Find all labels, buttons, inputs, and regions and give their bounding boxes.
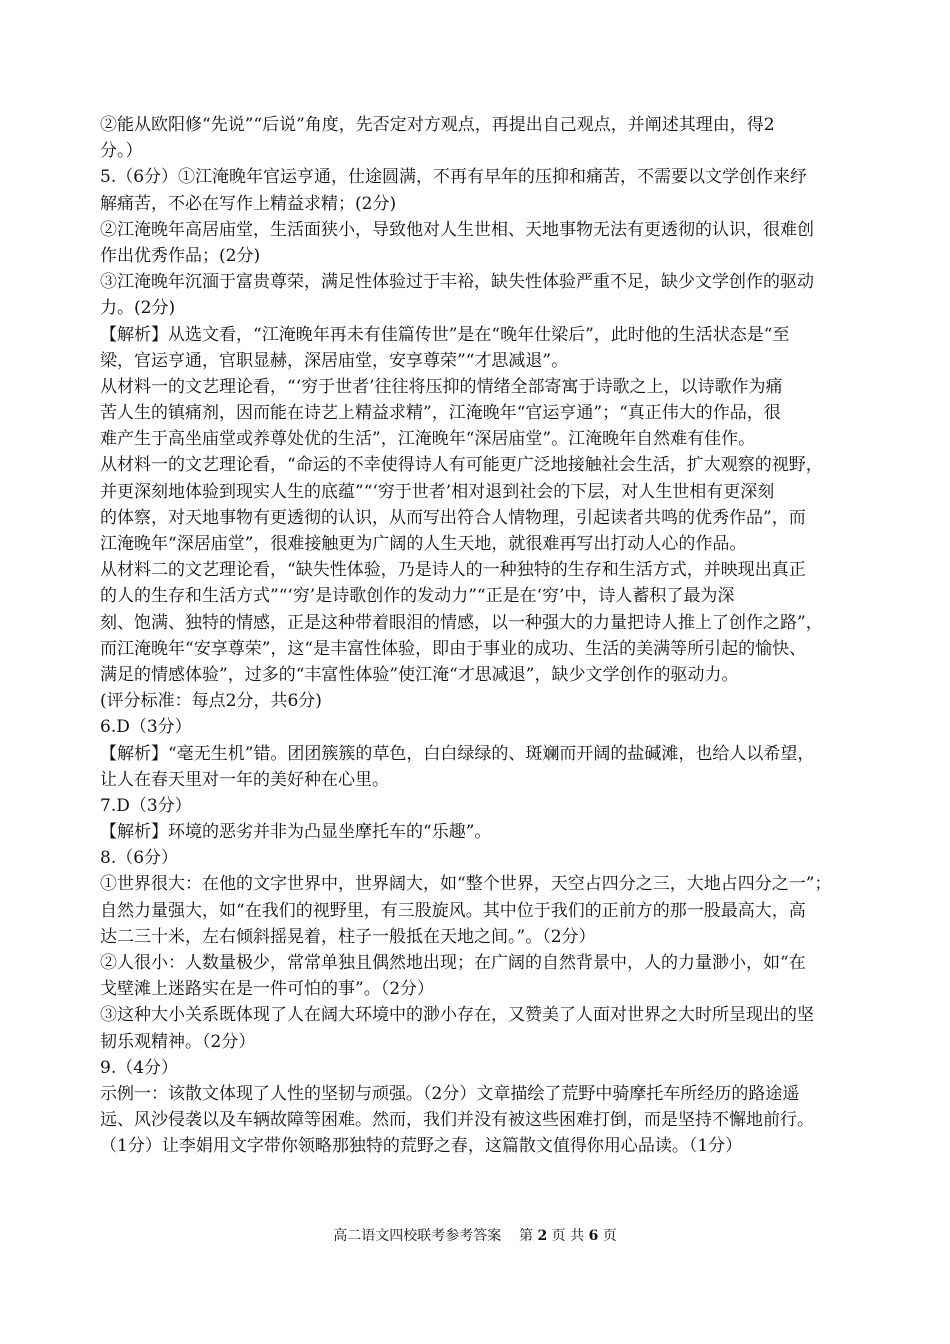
text-line: 示例一：该散文体现了人性的坚韧与顽强。（2分）文章描绘了荒野中骑摩托车所经历的路途遥 xyxy=(100,1083,800,1104)
text-line: 8.（6分） xyxy=(100,848,179,869)
text-line: 江淹晚年“深居庙堂”，很难接触更为广阔的人生天地，就很难再写出打动人心的作品。 xyxy=(100,534,747,554)
footer-page-number: 2 xyxy=(537,1228,548,1244)
text-line: ②江淹晚年高居庙堂，生活面狭小，导致他对人生世相、天地事物无法有更透彻的认识，很难创 xyxy=(100,219,814,240)
text-line: 达二三十米，左右倾斜摇晃着，柱子一般抵在天地之间。”。（2分） xyxy=(100,926,596,947)
text-line: 【解析】环境的恶劣并非为凸显坐摩托车的“乐趣”。 xyxy=(100,822,492,843)
text-line: 苦人生的镇痛剂，因而能在诗艺上精益求精”，江淹晚年“官运亨通”；“真正伟大的作品，很 xyxy=(100,403,781,424)
text-line: 【解析】“毫无生机”错。团团簇簇的草色，白白绿绿的、斑斓而开阔的盐碱滩，也给人以希望， xyxy=(100,743,815,764)
text-line: 的体察，对天地事物有更透彻的认识，从而写出符合人情物理，引起读者共鸣的优秀作品”，而 xyxy=(100,507,806,528)
footer-page-prefix: 第 xyxy=(519,1228,534,1244)
text-line: 9.（4分） xyxy=(100,1057,179,1078)
text-line: 难产生于高坐庙堂或养尊处优的生活”，江淹晚年“深居庙堂”。江淹晚年自然难有佳作。 xyxy=(100,429,756,450)
footer-page-total: 6 xyxy=(588,1228,599,1244)
text-line: 从材料二的文艺理论看，“缺失性体验，乃是诗人的一种独特的生存和生活方式，并映现出真正 xyxy=(100,560,806,581)
footer-page-mid: 页 共 xyxy=(551,1228,585,1244)
text-line: 从材料一的文艺理论看，“命运的不幸使得诗人有可能更广泛地接触社会生活，扩大观察的视野， xyxy=(100,455,823,476)
text-line: 【解析】从选文看，“江淹晚年再未有佳篇传世”是在“晚年仕梁后”，此时他的生活状态是“至 xyxy=(100,324,790,345)
text-line: 6.D（3分） xyxy=(100,717,192,738)
text-line: 刻、饱满、独特的情感，正是这种带着眼泪的情感，以一种强大的力量把诗人推上了创作之路”， xyxy=(100,612,823,633)
footer-page-suffix: 页 xyxy=(602,1228,617,1244)
text-line: (评分标准：每点2分，共6分) xyxy=(100,691,322,712)
text-line: ①世界很大：在他的文字世界中，世界阔大，如“整个世界，天空占四分之三，大地占四分之一”； xyxy=(100,874,832,895)
text-line: 并更深刻地体验到现实人生的底蕴”“‘穷于世者’相对退到社会的下层，对人生世相有更深刻 xyxy=(100,481,775,502)
text-line: 7.D（3分） xyxy=(100,795,192,816)
text-line: ②能从欧阳修“先说”“后说”角度，先否定对方观点，再提出自己观点，并阐述其理由，得2 xyxy=(100,115,775,135)
text-line: 自然力量强大，如“在我们的视野里，有三股旋风。其中位于我们的正前方的那一股最高大，高 xyxy=(100,900,806,921)
text-line: 解痛苦，不必在写作上精益求精；(2分) xyxy=(100,193,397,214)
text-line: 从材料一的文艺理论看，“‘穷于世者’往往将压抑的情绪全部寄寓于诗歌之上，以诗歌作为痛 xyxy=(100,376,783,397)
text-line: （1分）让李娟用文字带你领略那独特的荒野之春，这篇散文值得你用心品读。（1分） xyxy=(100,1136,743,1157)
footer-doc-title: 高二语文四校联考参考答案 xyxy=(333,1228,502,1244)
text-line: 韧乐观精神。（2分） xyxy=(100,1031,256,1052)
text-line: 的人的生存和生活方式”“‘穷’是诗歌创作的发动力”“正是在‘穷’中，诗人蓄积了最为深 xyxy=(100,586,735,607)
text-line: 远、风沙侵袭以及车辆故障等困难。然而，我们并没有被这些困难打倒，而是坚持不懈地前行。 xyxy=(100,1110,814,1131)
page-footer xyxy=(0,1226,950,1246)
text-line: 戈壁滩上迷路实在是一件可怕的事”。（2分） xyxy=(100,979,435,1000)
text-line: ②人很小：人数量极少，常常单独且偶然地出现；在广阔的自然背景中，人的力量渺小，如“在 xyxy=(100,953,806,973)
text-line: 让人在春天里对一年的美好种在心里。 xyxy=(100,769,389,790)
text-line: 而江淹晚年“安享尊荣”，这“是丰富性体验，即由于事业的成功、生活的美满等所引起的愉快、 xyxy=(100,638,807,659)
text-line: ③江淹晚年沉湎于富贵尊荣，满足性体验过于丰裕，缺失性体验严重不足，缺少文学创作的驱动 xyxy=(100,272,814,293)
text-line: 分。） xyxy=(100,141,143,162)
text-line: 梁，官运亨通，官职显赫，深居庙堂，安享尊荣”“才思减退”。 xyxy=(100,350,569,371)
text-line: ③这种大小关系既体现了人在阔大环境中的渺小存在，又赞美了人面对世界之大时所呈现出的坚 xyxy=(100,1005,814,1026)
text-line: 力。(2分) xyxy=(100,298,176,319)
text-line: 5.（6分）①江淹晚年官运亨通，仕途圆满，不再有早年的压抑和痛苦，不需要以文学创作来纾 xyxy=(100,167,808,188)
answer-content xyxy=(100,112,855,1160)
text-line: 满足的情感体验”，过多的“丰富性体验”使江淹“才思减退”，缺少文学创作的驱动力。 xyxy=(100,664,739,685)
text-line: 作出优秀作品；(2分) xyxy=(100,245,261,266)
